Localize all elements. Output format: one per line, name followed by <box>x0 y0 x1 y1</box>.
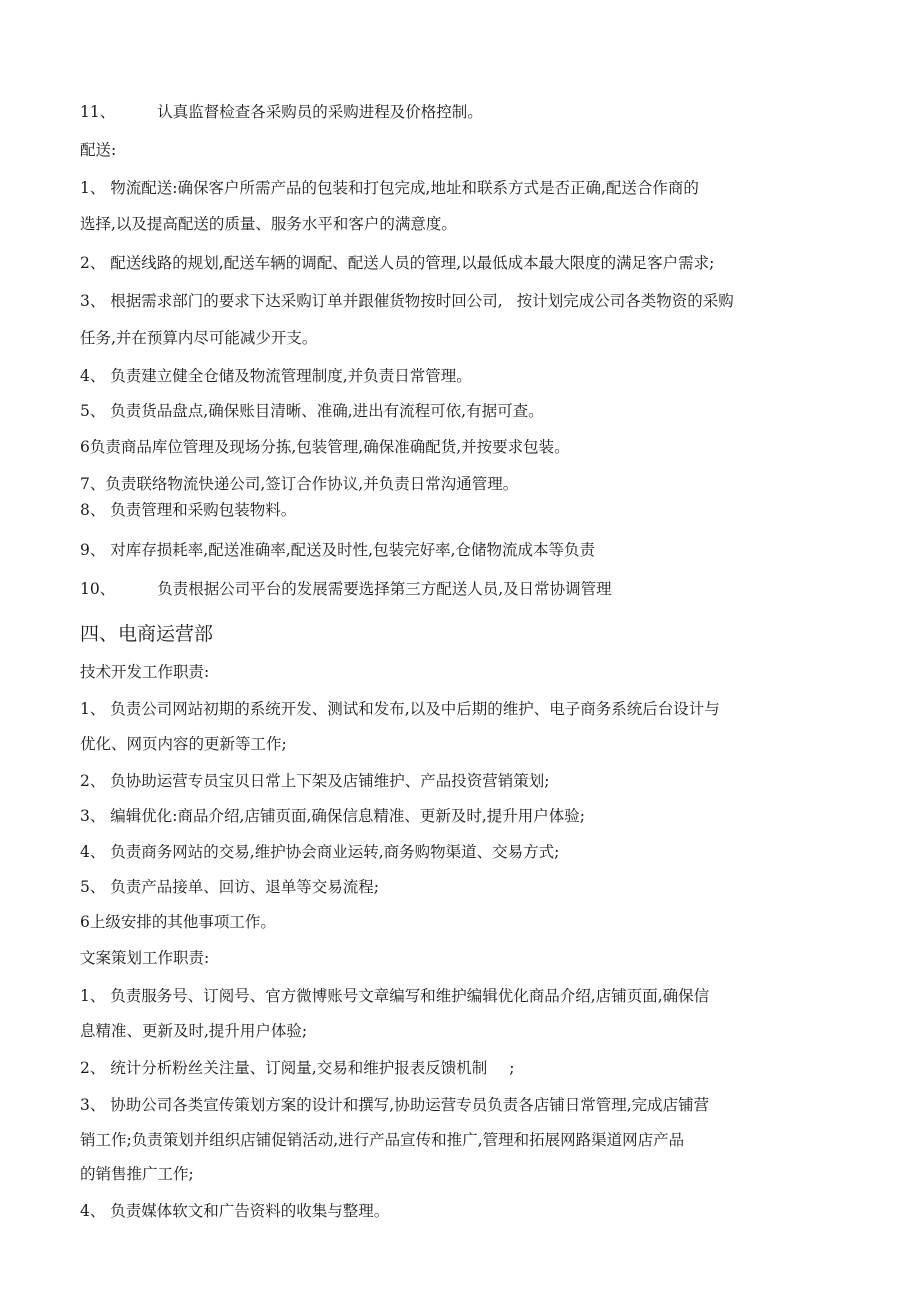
tech-item-4: 4、 负责商务网站的交易,维护协会商业运转,商务购物渠道、交易方式; <box>80 843 560 861</box>
tech-item-5: 5、 负责产品接单、回访、退单等交易流程; <box>80 878 380 896</box>
copy-item-3-line-3: 的销售推广工作; <box>80 1165 194 1183</box>
item-text-part-a: 3、 根据需求部门的要求下达采购订单并跟催货物按时回公司, <box>80 292 503 310</box>
item-number: 10、 <box>80 580 116 598</box>
copy-item-4: 4、 负责媒体软文和广告资料的收集与整理。 <box>80 1202 390 1220</box>
copywriting-heading: 文案策划工作职责: <box>80 949 210 967</box>
delivery-item-5: 5、 负责货品盘点,确保账目清晰、准确,进出有流程可依,有据可查。 <box>80 402 544 420</box>
tech-dev-heading: 技术开发工作职责: <box>80 663 210 681</box>
tech-item-2: 2、 负协助运营专员宝贝日常上下架及店铺维护、产品投资营销策划; <box>80 772 550 790</box>
item-text: 2、 统计分析粉丝关注量、订阅量,交易和维护报表反馈机制 <box>80 1059 488 1077</box>
delivery-item-6: 6负责商品库位管理及现场分拣,包装管理,确保准确配货,并按要求包装。 <box>80 438 570 456</box>
copy-item-3-line-1: 3、 协助公司各类宣传策划方案的设计和撰写,协助运营专员负责各店铺日常管理,完成店铺营 <box>80 1096 710 1114</box>
delivery-item-10 <box>80 579 612 599</box>
delivery-item-3-line-2: 任务,并在预算内尽可能减少开支。 <box>80 329 318 347</box>
item-text-part-b: 按计划完成公司各类物资的采购 <box>516 292 734 310</box>
item-number: 11、 <box>80 103 116 121</box>
delivery-item-7: 7、负责联络物流快递公司,签订合作协议,并负责日常沟通管理。 <box>80 475 519 493</box>
copy-item-3-line-2: 销工作;负责策划并组织店铺促销活动,进行产品宣传和推广,管理和拓展网路渠道网店产品 <box>80 1131 685 1149</box>
item-text: 负责根据公司平台的发展需要选择第三方配送人员,及日常协调管理 <box>157 580 612 598</box>
purchasing-item-11 <box>80 102 483 122</box>
section-heading-ecommerce: 四、电商运营部 <box>80 623 214 645</box>
tech-item-6: 6上级安排的其他事项工作。 <box>80 913 276 931</box>
tech-item-3: 3、 编辑优化:商品介绍,店铺页面,确保信息精准、更新及时,提升用户体验; <box>80 807 586 825</box>
copy-item-1-line-2: 息精准、更新及时,提升用户体验; <box>80 1022 308 1040</box>
delivery-item-8: 8、 负责管理和采购包装物料。 <box>80 501 297 519</box>
item-text: 认真监督检查各采购员的采购进程及价格控制。 <box>157 103 483 121</box>
delivery-item-2: 2、 配送线路的规划,配送车辆的调配、配送人员的管理,以最低成本最大限度的满足客户需求; <box>80 254 715 272</box>
delivery-item-9: 9、 对库存损耗率,配送准确率,配送及时性,包装完好率,仓储物流成本等负责 <box>80 541 595 559</box>
item-punct: ; <box>509 1059 515 1077</box>
copy-item-1-line-1: 1、 负责服务号、订阅号、官方微博账号文章编写和维护编辑优化商品介绍,店铺页面,确保信 <box>80 987 710 1005</box>
delivery-heading: 配送: <box>80 141 117 159</box>
delivery-item-1-line-1: 1、 物流配送:确保客户所需产品的包装和打包完成,地址和联系方式是否正确,配送合作商的 <box>80 179 699 197</box>
delivery-item-1-line-2: 选择,以及提高配送的质量、服务水平和客户的满意度。 <box>80 215 457 233</box>
delivery-item-3-line-1 <box>80 291 734 311</box>
tech-item-1-line-1: 1、 负责公司网站初期的系统开发、测试和发布,以及中后期的维护、电子商务系统后台设计与 <box>80 700 720 718</box>
tech-item-1-line-2: 优化、网页内容的更新等工作; <box>80 735 287 753</box>
copy-item-2 <box>80 1058 514 1078</box>
delivery-item-4: 4、 负责建立健全仓储及物流管理制度,并负责日常管理。 <box>80 367 472 385</box>
